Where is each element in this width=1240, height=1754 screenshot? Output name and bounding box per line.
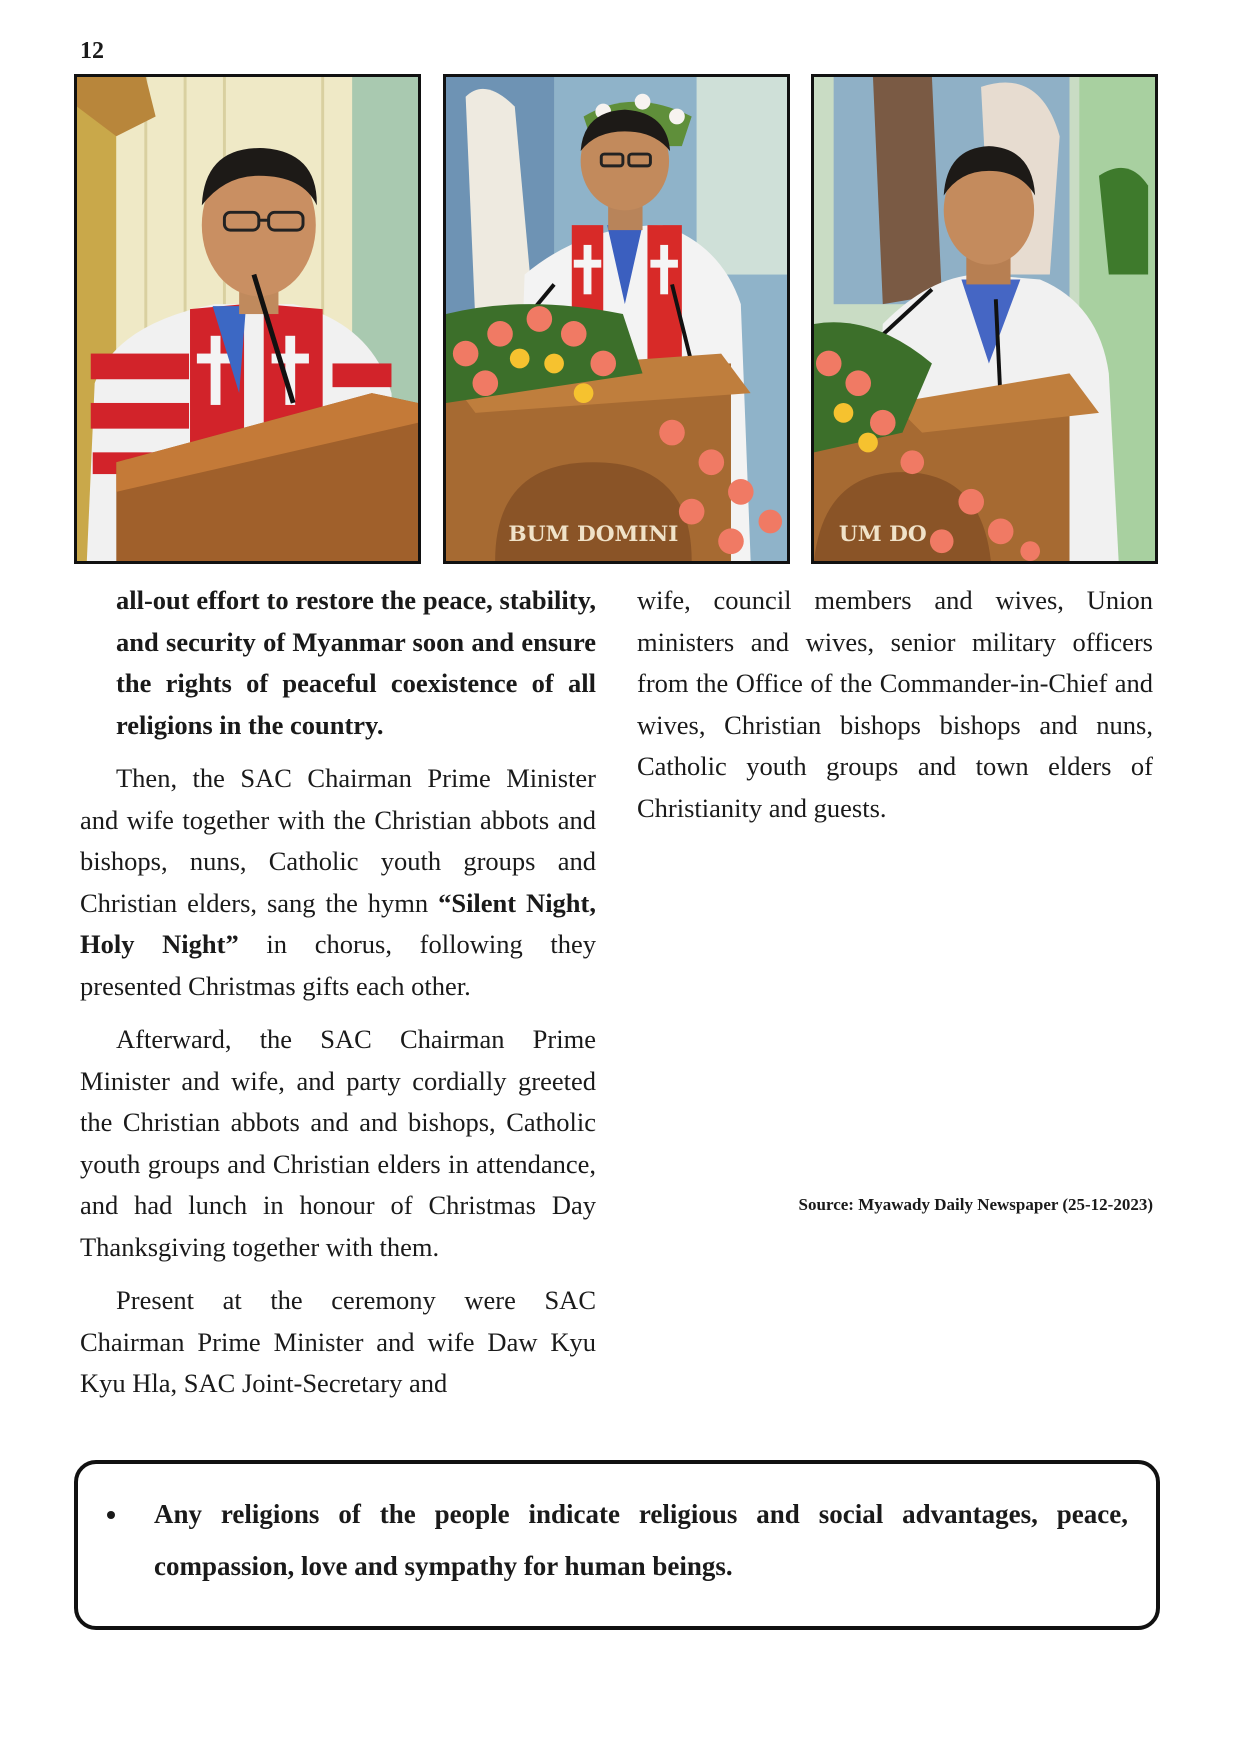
article-right-column [637,580,1153,841]
paragraph-greeting: Afterward, the SAC Chairman Prime Minister and wife, and party cordially greeted the Christian abbots and and bishops, Catholic youth groups and Christian elders in attendance, and had lunch in honour of Christmas Day Thanksgiving together with them. [80,1024,596,1262]
lectern-inscription-partial: UM DO [838,522,927,548]
lectern-inscription: BUM DOMINI [508,522,679,548]
note-bullet: • Any religions of the people indicate religious and social advantages, peace, compassion, love and sympathy for human beings. [130,1488,1128,1592]
photo-speaker-red-stole [74,74,421,564]
paragraph-hymn: Then, the SAC Chairman Prime Minister and wife together with the Christian abbots and bishops, nuns, Catholic youth groups and Christian elders, sang the hymn “Silent Night, Holy Night” in chorus, following they presented Christmas gifts each other. [80,763,596,1001]
paragraph-attendees: Present at the ceremony were SAC Chairman Prime Minister and wife Daw Kyu Kyu Hla, SAC Joint-Secretary and [80,1285,596,1398]
page-number: 12 [80,38,104,64]
source-citation: Source: Myawady Daily Newspaper (25-12-2023) [798,1195,1153,1214]
photo-speaker-white-robe [811,74,1158,564]
hymn-title: “Silent Night, Holy Night” [80,887,596,959]
photo-speaker-flowers-lectern [443,74,790,564]
paragraph-attendees-continued: wife, council members and wives, Union ministers and wives, senior military officers from the Office of the Commander-in-Chief and wives, Christian bishops bishops and nuns, Catholic youth groups and town elders of Christianity and guests. [637,585,1153,823]
note-box [74,1460,1160,1630]
lead-bold-paragraph: all-out effort to restore the peace, stability, and security of Myanmar soon and ensure the rights of peaceful coexistence of all religions in the country. [116,585,596,740]
article-left-column [80,580,596,1417]
